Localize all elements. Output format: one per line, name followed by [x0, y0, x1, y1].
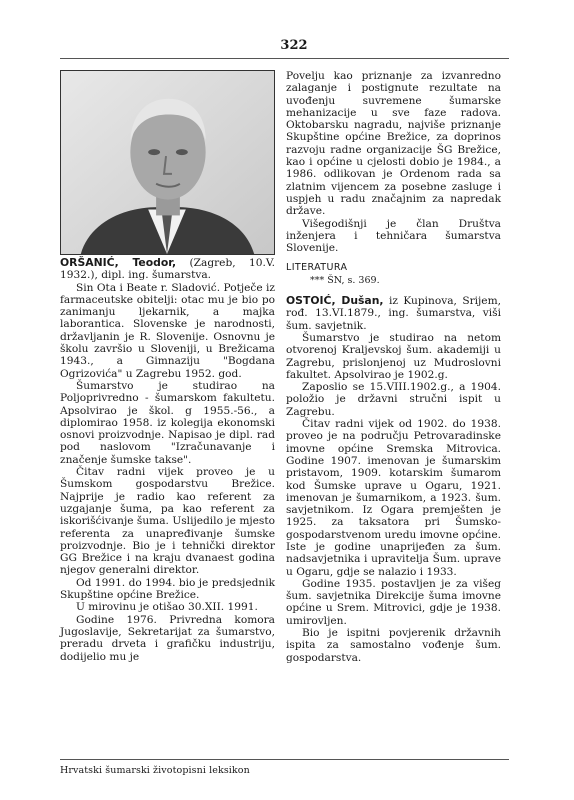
portrait-photo — [60, 70, 275, 255]
literature-item: *** ŠN, s. 369. — [310, 274, 380, 286]
page-number: 322 — [280, 38, 308, 53]
paragraph: Šumarstvo je studirao na netom otvorenoj Kraljevskoj šum. akademiji u Zagrebu, prislonjenoj uz Mudroslovni fakultet. Apsolvirao je 1902.g. — [286, 331, 501, 381]
paragraph: Čitav radni vijek proveo je u Šumskom gospodarstvu Brežice. Najprije je radio kao referent za uzgajanje šuma, pa kao referent za iskorišćivanje šuma. Uslijedilo je mjesto referenta za unapređivanje šumske proizvodnje. Bio je i tehnički direktor GG Brežice i na kraju dvanaest godina njegov generalni direktor. — [60, 466, 275, 577]
entry-ostoic-header — [286, 295, 501, 332]
paragraph: Višegodišnji je član Društva inženjera i tehničara šumarstva Slovenije. — [286, 217, 501, 255]
paragraph: Sin Ota i Beate r. Sladović. Potječe iz farmaceutske obitelji: otac mu je bio po zanimanju ljekarnik, a majka laborantica. Slovenske je narodnosti, državljanin je R. Slovenije. Osnovnu je školu završio u Sloveniji, u Brežicama 1943., a Gimnaziju "Bogdana Ogrizovića" u Zagrebu 1952. god. — [60, 281, 275, 380]
header-rule — [60, 58, 509, 59]
paragraph: Šumarstvo je studirao na Poljoprivredno - šumarskom fakultetu. Apsolvirao je škol. g 1955.-56., a diplomirao 1958. iz kolegija ekonomski osnovi proizvodnje. Napisao je dipl. rad pod naslovom "Izračunavanje i značenje šumske takse". — [60, 379, 275, 466]
paragraph-continuation: Povelju kao priznanje za izvanredno zalaganje i postignute rezultate na uvođenju suvremene šumarske mehanizacije u sve faze radova. Oktobarsku nagradu, najviše priznanje Skupštine općine Brežice, za doprinos razvoju radne organizacije ŠG Brežice, kao i općine u cjelosti dobio je 1984., a 1986. odlikovan je Ordenom rada sa zlatnim vijencem za posebne zasluge i uspjeh u radu značajnim za napredak države. — [286, 70, 501, 218]
left-column — [60, 70, 275, 663]
paragraph: Godine 1976. Privredna komora Jugoslavije, Sekretarijat za šumarstvo, preradu drveta i grafičku industriju, dodijelio mu je — [60, 613, 275, 663]
entry-name: ORŠANIĆ, Teodor, — [60, 256, 177, 269]
entry-orsanic-header — [60, 257, 275, 282]
paragraph: Zaposlio se 15.VIII.1902.g., a 1904. položio je državni stručni ispit u Zagrebu. — [286, 381, 501, 418]
paragraph: Bio je ispitni povjerenik državnih ispita za samostalno vođenje šum. gospodarstva. — [286, 627, 501, 664]
footer-title: Hrvatski šumarski životopisni leksikon — [60, 765, 250, 776]
literature-heading: LITERATURA — [286, 262, 348, 274]
paragraph: Godine 1935. postavljen je za višeg šum. savjetnika Direkcije šuma imovne općine u Srem. Mitrovici, gdje je 1938. umirovljen. — [286, 577, 501, 627]
entry-details: (Zagreb, 10.V. 1932.), dipl. ing. šumarstva. — [60, 257, 275, 282]
footer-rule — [60, 759, 509, 760]
entry-name: OSTOIĆ, Dušan, — [286, 294, 384, 308]
paragraph: Od 1991. do 1994. bio je predsjednik Skupštine općine Brežice. — [60, 576, 275, 602]
right-column — [286, 70, 501, 664]
paragraph: U mirovinu je otišao 30.XII. 1991. — [76, 601, 258, 614]
paragraph: Čitav radni vijek od 1902. do 1938. proveo je na području Petrovaradinske imovne općine Sremska Mitrovica. Godine 1907. imenovan je šumarskim pristavom, 1909. kotarskim šumarom kod Šumske uprave u Ogaru, 1921. imenovan je šumarnikom, a 1923. šum. savjetnikom. Iz Ogara premješten je 1925. za taksatora pri Šumsko-gospodarstvenom uredu imovne općine. Iste je godine unaprijeđen za šum. nadsavjetnika i upravitelja Šum. uprave u Ogaru, gdje se nalazio i 1933. — [286, 418, 501, 578]
entry-details: iz Kupinova, Srijem, rođ. 13.VI.1879., ing. šumarstva, viši šum. savjetnik. — [286, 295, 501, 332]
portrait-image — [61, 71, 274, 254]
